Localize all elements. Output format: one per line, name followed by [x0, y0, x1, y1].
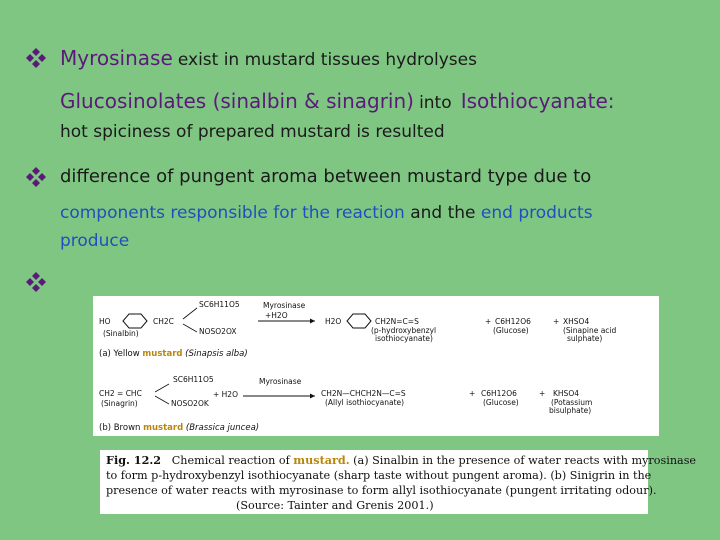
r1-bond-down: [183, 324, 197, 332]
label-b: (b) Brown mustard (Brassica juncea): [99, 423, 260, 433]
reaction-figure: [93, 296, 659, 436]
r1-benzene-ring: [123, 314, 147, 328]
r2-left-name: (Sinagrin): [101, 399, 138, 408]
bullet2-line1: difference of pungent aroma between mustard type due to: [60, 166, 592, 187]
r1-product-name2: isothiocyanate): [375, 334, 433, 343]
r2-product: CH2N—CHCH2N—C=S: [321, 389, 406, 398]
r2-khso4: KHSO4: [553, 389, 579, 398]
r2-bond-up: [155, 384, 169, 392]
r2-glucose: C6H12O6: [481, 389, 517, 398]
r2-product-name: (Allyl isothiocyanate): [325, 398, 405, 407]
and-text: and the: [410, 203, 476, 223]
r2-left: CH2 = CHC: [99, 389, 142, 398]
diamond-quad-bullet-icon: [26, 48, 46, 68]
r1-left-b: CH2C: [153, 317, 174, 326]
bullet1-text: exist in mustard tissues hydrolyses: [177, 50, 477, 70]
diamond-quad-bullet-icon: [26, 272, 46, 292]
r1-xhso4: XHSO4: [563, 317, 590, 326]
r2-plus1: +: [469, 389, 476, 398]
r1-product: CH2N=C=S: [375, 317, 419, 326]
figure-caption: [100, 450, 697, 514]
r2-enzyme: Myrosinase: [259, 377, 302, 386]
caption-line1: [106, 453, 697, 468]
r1-glucose: C6H12O6: [495, 317, 531, 326]
caption-l1a: Chemical reaction of: [171, 454, 290, 467]
end-products-phrase: end products: [480, 203, 593, 223]
glucosinolates-term: Glucosinolates (sinalbin & sinagrin): [60, 89, 414, 113]
bullet1-line3: hot spiciness of prepared mustard is resulted: [60, 122, 445, 142]
label-a: (a) Yellow mustard (Sinapsis alba): [99, 349, 248, 359]
r2-khso4-name2: bisulphate): [549, 406, 592, 415]
r1-water: +H2O: [265, 311, 288, 320]
components-phrase: components responsible for the reaction: [60, 203, 405, 223]
r2-arrowhead: [310, 394, 315, 399]
bullet2-line2: [60, 203, 593, 223]
r1-arrowhead: [310, 319, 315, 324]
r2-top: SC6H11O5: [173, 375, 214, 384]
r2-bond-down: [155, 396, 169, 404]
caption-line3: presence of water reacts with myrosinase to form allyl isothiocyanate (pungent irritating odour).: [106, 484, 657, 497]
r1-bond-up: [183, 308, 197, 319]
isothiocyanate-term: Isothiocyanate:: [460, 89, 615, 113]
r1-left-c: NOSO2OX: [199, 327, 237, 336]
r2-khso4-name1: (Potassium: [551, 398, 593, 407]
r2-glucose-name: (Glucose): [483, 398, 519, 407]
r1-left-name: (Sinalbin): [103, 329, 139, 338]
caption-source: (Source: Tainter and Grenis 2001.): [236, 499, 434, 512]
diamond-quad-bullet-icon: [26, 167, 46, 187]
r1-glucose-name: (Glucose): [493, 326, 529, 335]
r2-water: + H2O: [213, 390, 238, 399]
myrosinase-term: Myrosinase: [60, 46, 173, 70]
r1-product-name1: (p-hydroxybenzyl: [371, 326, 437, 335]
r1-enzyme: Myrosinase: [263, 301, 306, 310]
bullet1-line2: [60, 89, 615, 113]
r1-plus1: +: [485, 317, 492, 326]
r1-product-ring: [347, 314, 371, 328]
r1-plus2: +: [553, 317, 560, 326]
into-text: into: [419, 93, 452, 113]
caption-fig-label: Fig. 12.2: [106, 453, 162, 467]
r1-top: SC6H11O5: [199, 300, 240, 309]
r2-left-c: NOSO2OK: [171, 399, 209, 408]
r1-left-a: HO: [99, 317, 111, 326]
r2-plus2: +: [539, 389, 546, 398]
caption-highlight: mustard.: [293, 453, 350, 467]
bullet2-line3: produce: [60, 231, 130, 251]
r1-h2o: H2O: [325, 317, 342, 326]
bullet1-line1: [60, 46, 477, 70]
caption-l1b: (a) Sinalbin in the presence of water reacts with myrosinase: [353, 454, 697, 467]
r1-xhso4-name1: (Sinapine acid: [563, 326, 617, 335]
caption-line2: to form p-hydroxybenzyl isothiocyanate (sharp taste without pungent aroma). (b) Sinigrin in the: [106, 469, 652, 482]
r1-xhso4-name2: sulphate): [567, 334, 603, 343]
